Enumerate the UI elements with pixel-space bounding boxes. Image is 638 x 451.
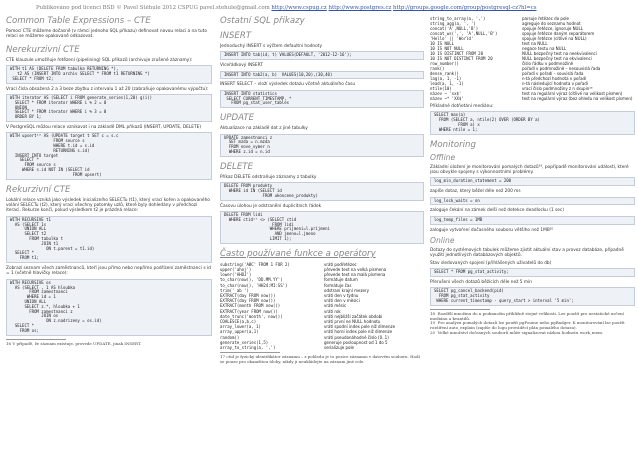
function-signature: string_agg(a, ', ') [430,21,476,26]
footnote-rule [6,339,66,340]
function-signature: EXTRACT(year FROM now()) [220,308,278,314]
functions-table-continued [430,16,635,101]
code-block: WITH t1 AS (DELETE FROM tabulka RETURNING *), t2 AS (INSERT INTO archiv SELECT * FROM t1 RETURNING *) SELECT * FROM t2; [6,65,212,83]
function-signature: array_to_string(a, ',') [220,345,276,351]
function-description: formátuje čas [324,282,352,288]
function-description: vrátí pseudonáhodné číslo (0..1) [324,334,389,340]
paragraph: Pomocí CTE můžeme dočasně (v rámci jednoho SQL příkazu) definovat novou relaci a na tuto relaci se můžeme opakovaně odkazovat. [6,29,207,40]
function-description: spojuje řetězce (citlivé na NULL) [522,36,587,41]
function-signature: název ~ 'xx$' [430,91,462,96]
footnote: 18 Rozdělí množinu do n podmnožin přibližně stejné velikosti. Lze použít pro nestatické určení mediánu a kvantilů. 19 Pro analýzu pomalých dotazů lze použít pgFouine nebo pgBadger. K monitorování lze použít rozšíření auto_explain (zapíše do logu prováděcí plán pomalého dotazu). 20 Velké množství dočasných souborů může signalizovat nízkou hodnotu work_mem. [430,310,625,336]
function-description: formátuje datum [324,277,358,283]
code-block: DELETE FROM lidi WHERE ctid¹⁷ <> (SELECT ctid FROM lidi WHERE prijmeni=l.prijmeni AND jmeno=l.jmeno LIMIT 1); [220,211,424,244]
code-block: log_min_duration_statement = 200 [430,177,635,186]
function-signature: random() [220,334,240,340]
function-description: vrátí horní index pole níž dimenze [324,329,393,335]
function-description: NULL bezpečný test na ekvivalenci [522,56,592,61]
function-signature: rank() [430,66,445,71]
footnote: 16 V případě, že záznam existuje, provede UPDATE, jinak INSERT. [6,340,142,346]
code-block: WITH RECURSIVE os AS (SELECT , 1 AS hloubka FROM zamestnanci WHERE id = 1 UNION ALL SELECT z.*, hloubka + 1 FROM zamestnanci z JOIN os ON z.nadrizeny = os.id) SELECT * FROM os; [6,279,212,336]
function-signature: 10 IS DISTINCT FROM 20 [430,51,483,56]
function-signature: row_number() [430,61,459,66]
code-block: UPDATE zamestnanci z SET mzda = n.mzda FROM nove_vymer n WHERE z.id = n.id [220,134,424,157]
function-description: vrátí měsíc [324,303,347,309]
function-description: převede text na malá písmena [324,272,386,278]
function-description: spojuje řetězce, ignoruje NULL [522,26,583,31]
function-description: vrátí podřetězec [324,261,357,267]
function-description: spojuje řetězce daným separátorem [522,31,595,36]
code-block: WITH upsert¹⁶ AS (UPDATE target t SET c = s.c FROM source s WHERE t.id = s.id RETURNING s.id) INSERT INTO target SELECT * FROM source s WHERE s.id NOT IN (SELECT id FROM upsert) [6,132,212,179]
functions-table [220,262,424,350]
column-cte [6,16,212,346]
function-signature: lead(a, 1, -1) [430,81,464,86]
function-signature: 10 IS NULL [430,41,455,46]
paragraph: INSERT SELECT – vloží výsledek dotazu včetně aktuálního času [220,82,356,88]
section-title-online: Online [430,236,455,246]
license-text: Publikováno pod licencí BSD © Pavel Stěhule 2012 CSPUG pavel.stehule@gmail.com [36,5,272,11]
paragraph: Vrací čísla obsažená 2 a 3 beze zbytku z intervalu 1 až 20 (zabraňuje opakovanému výpočtu): [6,86,209,92]
function-signature: EXTRACT(month FROM now()) [220,303,281,309]
function-description: vrátí den v měsíci [324,298,360,304]
function-signature: substring('ABC' FROM 1 FOR 2) [220,261,290,267]
function-signature: concat('A',NULL,'B') [430,26,479,31]
column-monitoring [430,16,635,336]
function-description: pořadí v pořadí – souvislá řada [522,71,584,76]
paragraph: zaloguje čekání na zámek delší než detekce deadlocku (1 sec) [430,208,564,214]
function-signature: lag(a, 1, -1) [430,76,462,81]
function-signature: 10 IS NOT NULL [430,46,464,51]
footnote-rule [220,352,280,353]
function-description: parsuje řetězec do pole [522,16,569,21]
function-signature: to_char(now(), 'DD.MM.YY') [220,277,283,283]
code-block: SELECT max(a) FROM (SELECT a, ntile(2) OVER (ORDER BY a) FROM a) x WHERE ntile = 1; [430,111,635,134]
function-description: vrátí první ne NULL hodnotu [324,319,381,325]
paragraph: Zobrazí seznam všech zaměstnanců, kteří jsou přímo nebo nepřímo podřízení zaměstnanci s id = 1 (včetně hlavičky relace): [6,265,211,277]
function-description: serializuje pole [324,345,355,351]
function-description: vrací číslo podmnožiny z n skupin¹⁸ [522,86,593,91]
paragraph: Přerušení všech dotazů běžících déle než 5 min [430,280,532,286]
paragraph: zaloguje vytvoření dočasného souboru většího než 1MB²⁰ [430,227,554,233]
function-description: agreguje do seznamu hodnot [522,21,581,26]
function-signature: upper('ahoj') [220,266,252,272]
paragraph: Základní úložení je monitorování pomalých dotazů¹⁹, popřípadě monitorování událostí, které jsou obvykle spojeny s výkonnostními problémy. [430,164,629,175]
paragraph: Příkladné dotňetání mediánu: [430,104,494,109]
footnote: 17 ctid je fyzický identifikátor záznamu – z pohledu je to pozice záznamu v datovém souboru. Hodí se pouze pro okamžitou úlohy, nikdy ji neukládejte na záznam jiné role. [220,354,420,365]
section-title-insert: INSERT [220,31,252,41]
section-title-offline: Offline [430,152,456,162]
code-block: WITH RECURSIVE t1 AS (SELECT 1s UNION ALL SELECT t2 FROM tabulka t JOIN t1 ON t.parent = t1.id) SELECT * FROM t1; [6,216,212,263]
paragraph: Víceřádkový INSERT [220,63,263,69]
function-signature: array_upper(a,1) [220,329,259,335]
function-signature: to_char(now(), 'HH24:MI:SS') [220,282,288,288]
function-description: NULL bezpečný test na neekvivalenci [522,51,597,56]
function-description: generuje posloupnost od 1 do 5 [324,339,388,345]
function-description: negace testu na NULL [522,46,567,51]
cspug-link[interactable]: http://www.cspug.cz [271,5,327,11]
paragraph: Aktualizace na základě dat z jiné tabulky [220,126,308,132]
function-signature: lower('AHOJ') [220,272,252,278]
footnote-rule [430,309,490,310]
section-title-delete: DELETE [220,161,253,172]
function-signature: COALESCE(a,b,c) [220,319,257,325]
function-signature: EXTRACT(day FROM now()) [220,293,276,298]
function-description: pořadí v podmnožině – nesouvislá řada [522,66,601,71]
function-description: vrátí den v týdnu [324,293,359,298]
google-group-link[interactable]: http://groups.google.com/group/postgresql-cz?hl=cs [393,5,537,11]
function-description: vrátí spodní index pole níž dimenze [324,324,396,330]
function-description: test na regulární výraz (bez ohledu na velikost písmen) [522,96,633,101]
function-signature: 10 IS NOT DISTINCT FROM 20 [430,56,493,61]
page-header [36,5,606,11]
section-title-cte: Common Table Expressions – CTE [6,16,151,26]
function-description: test na NULL [522,41,548,46]
function-signature: EXTRACT(day FROM now()) [220,298,276,304]
paragraph: Jednoduchý INSERT s výčtem defaultní hodnoty [220,44,323,49]
function-description: n-tá předchozí hodnota v pořadí [522,76,587,81]
code-block: DELETE FROM produkty WHERE id IN (SELECT id FROM ukoncene_produkty) [220,182,424,200]
paragraph: CTE klauzule umožňuje řetězení (pipelining) SQL příkazů (archivuje zrušené záznamy): [6,57,193,63]
column-sql [220,16,424,365]
function-description: vrátí rok [324,308,341,314]
function-description: převede text na velká písmena [324,266,387,272]
section-title-recursive: Rekurzivní CTE [6,184,71,195]
function-description: číslo řádku v podmnožině [522,61,574,66]
section-title-monitoring: Monitoring [430,139,476,150]
paragraph: Lokální relace vzniká jako výsledek inicializního SELECTu (t1), který vrací kořen a opakovaného volání SELECTu (t2), který vrací všechny potomky uzlů, které byly dohledány v předchozí iteraci. Rekurze končí, pokud výsledkem t2 je prázdná relace: [6,197,210,214]
function-signature: trim(' ab ') [220,287,249,293]
paragraph: zapíše dotaz, který běžel déle než 200 ms [430,189,521,195]
paragraph: Dotazy do systémových tabulek můžeme zjistit aktuální stav a provoz databáze, případně využití jednotlivých databázových objektů. [430,248,624,259]
function-signature: dense_rank() [430,71,459,76]
paragraph: V PostgreSQL můžou relace vznikovat i na základě DML příkazů (INSERT, UPDATE, DELETE) [6,125,202,130]
code-block: log_lock_waits = on [430,197,635,206]
code-block: SELECT pg_cancel_backend(pid) FROM pg_stat_activity WHERE current_timestamp - query_start > interval '5 min'; [430,287,635,305]
section-title-other-sql: Ostatní SQL příkazy [220,16,305,26]
paragraph: Stav sledovaných spojení (přihlášených uživatelů do db) [430,260,552,266]
function-signature: generate_series(1,5) [220,339,269,345]
function-signature: array_lower(a, 1) [220,324,261,330]
function-signature: concat_ws(',', 'A',NULL,'B') [430,31,498,36]
paragraph: Časovu úlohou je odstranění duplicitních řádek [220,203,322,209]
function-signature: string_to_array(a, ',') [430,16,486,21]
code-block: INSERT INTO statistics SELECT CURRENT_TIMESTAMP, * FROM pg_stat_user_tables [220,90,424,108]
function-description: vrátí nejbližší začátek období [324,313,383,319]
code-block: SELECT * FROM pg_stat_activity; [430,268,635,277]
function-description: odstraní krajní mezery [324,287,370,293]
postgres-cz-link[interactable]: http://www.postgres.cz [328,5,392,11]
function-signature: date_trunc('month', now()) [220,313,283,319]
section-title-functions: Často používané funkce a operátory [220,248,376,259]
code-block: log_temp_files = 1MB [430,216,635,225]
function-signature: 'Hello' || 'World' [430,36,474,41]
function-signature: název ~* 'XX$' [430,96,464,101]
function-signature: ntile(10) [430,86,452,91]
function-description: test na regulární výraz (citlivé na velikost písmen) [522,91,623,96]
code-block: INSERT INTO tab2(a, b) VALUES(10,20),(30,40) [220,71,424,80]
function-description: n-tá následující hodnota v pořadí [522,81,588,86]
code-block: WITH iterator AS (SELECT i FROM generate_series(1,20) g(i)) SELECT * FROM iterator WHERE i % 2 = 0 UNION SELECT * FROM iterator WHERE i % 3 = 0 ORDER BY 1; [6,94,212,122]
code-block: INSERT INTO tab(id, t) VALUES(DEFAULT, '2012-12-16'); [220,51,424,60]
section-title-nonrecursive: Nerekurzivní CTE [6,44,80,55]
paragraph: Příkaz DELETE odstraňuje záznamy z tabulky [220,174,317,180]
section-title-update: UPDATE [220,113,255,124]
